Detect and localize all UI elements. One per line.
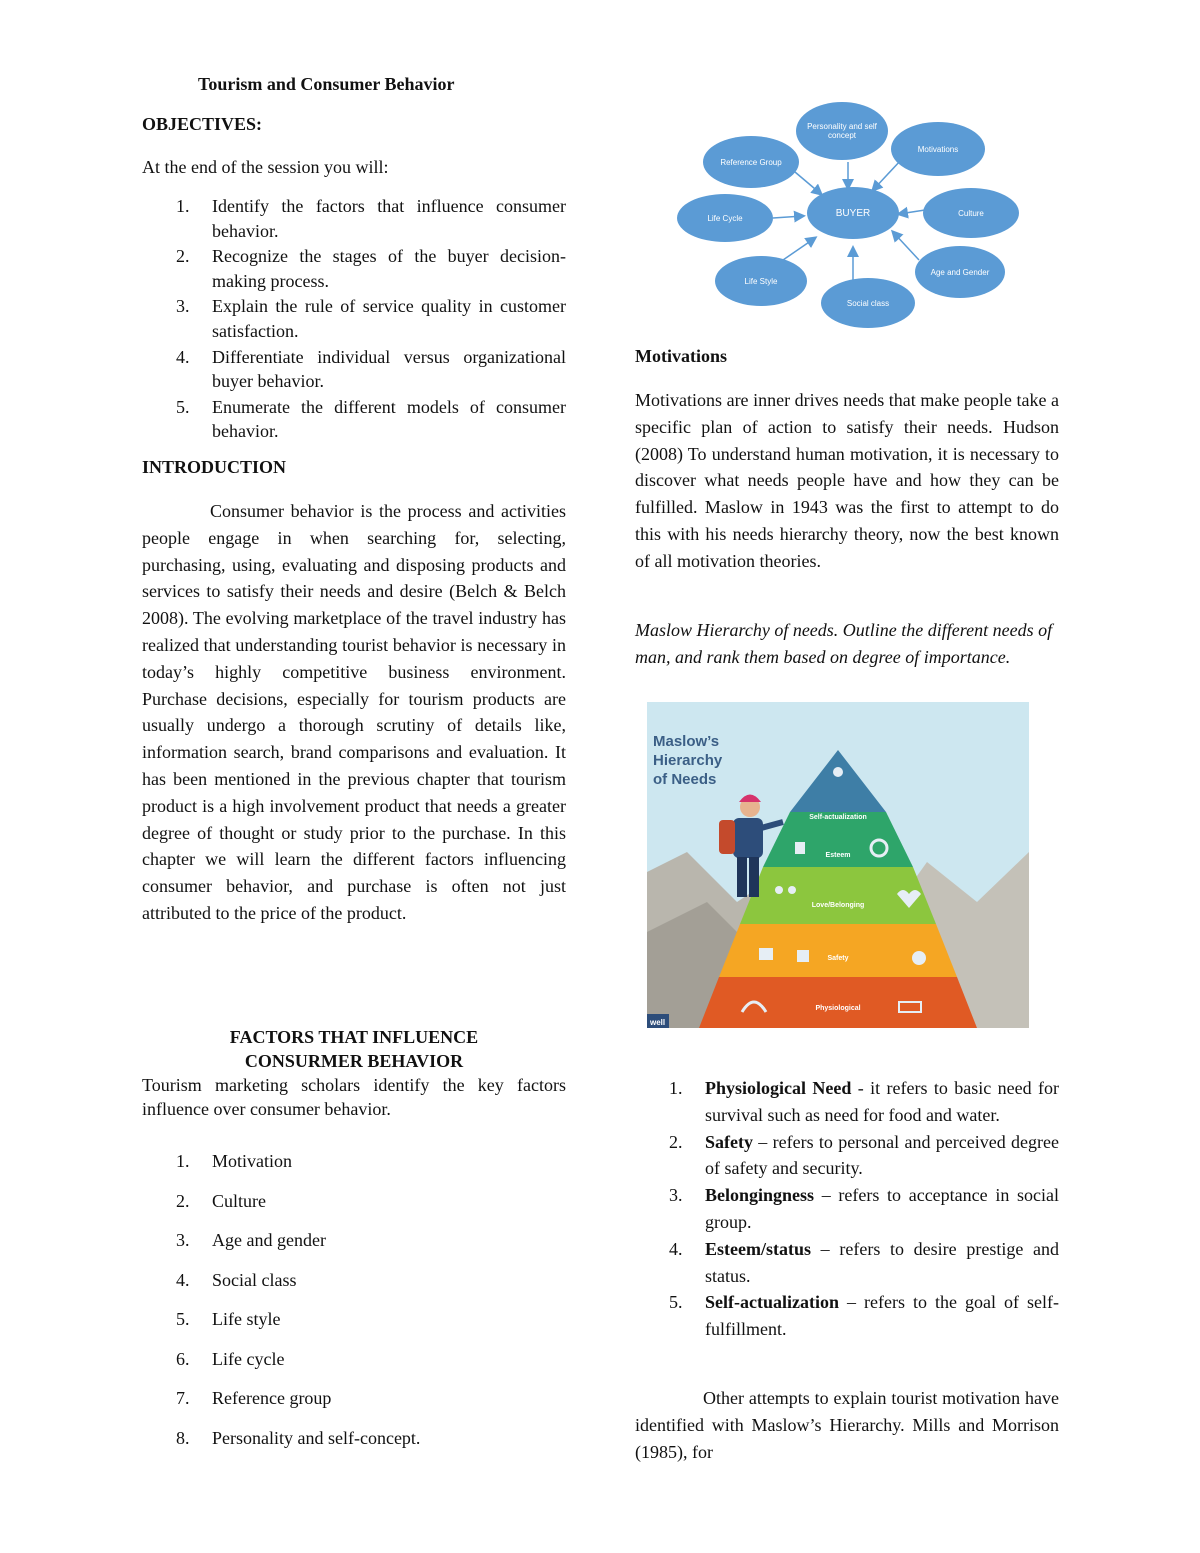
- lifestyle-node: Life Style: [715, 256, 807, 306]
- corner-mark: well: [650, 1018, 666, 1027]
- arrow-lifecycle: [773, 216, 803, 218]
- age-gender-node: Age and Gender: [915, 246, 1005, 298]
- closing-paragraph: Other attempts to explain tourist motivation have identified with Maslow’s Hierarchy. Mills and Morrison (1985), for: [635, 1388, 1059, 1462]
- list-item: 1. Motivation: [176, 1151, 292, 1171]
- buyer-factors-diagram: [673, 100, 1021, 330]
- reference-group-node: Reference Group: [703, 136, 799, 188]
- maslow-illustration: [647, 702, 1029, 1028]
- list-item: 2. Safety – refers to personal and perceived degree of safety and security.: [669, 1131, 1059, 1179]
- level-label: Self-actualization: [809, 814, 867, 821]
- house-icon: [759, 948, 773, 960]
- list-item: 5. Self-actualization – refers to the goal of self-fulfillment.: [669, 1292, 1059, 1340]
- list-item: 7. Reference group: [176, 1388, 332, 1408]
- list-item: 4. Social class: [176, 1269, 297, 1290]
- list-item: 5. Enumerate the different models of consumer behavior.: [176, 396, 566, 442]
- list-item: 4. Esteem/status – refers to desire prestige and status.: [669, 1238, 1059, 1286]
- list-item: 3. Explain the rule of service quality in customer satisfaction.: [176, 296, 566, 341]
- maslow-caption: Maslow Hierarchy of needs. Outline the different needs of man, and rank them based on degree of importance.: [635, 620, 1053, 667]
- list-item: 6. Life cycle: [176, 1348, 285, 1369]
- list-item: 3. Age and gender: [176, 1230, 326, 1250]
- personality-node: Personality and self concept: [796, 102, 888, 160]
- factors-intro: Tourism marketing scholars identify the key factors influence over consumer behavior.: [142, 1075, 566, 1119]
- pyramid-physiological: [699, 977, 977, 1028]
- list-item: 4. Differentiate individual versus organizational buyer behavior.: [176, 346, 566, 392]
- arrow-reference: [795, 172, 821, 194]
- maslow-title-2: Hierarchy: [653, 752, 723, 769]
- family-icon: [775, 886, 783, 894]
- introduction-heading: INTRODUCTION: [142, 457, 287, 477]
- motivations-node: Motivations: [891, 122, 985, 176]
- arrow-age: [893, 232, 919, 260]
- factors-list: [142, 1149, 566, 1465]
- buyer-node: BUYER: [807, 187, 899, 239]
- pyramid-safety: [719, 924, 957, 977]
- arrow-motivations: [873, 160, 901, 190]
- objectives-heading: OBJECTIVES:: [142, 114, 263, 134]
- motivations-paragraph: Motivations are inner drives needs that make people take a specific plan of action to satisfy their needs. Hudson (2008) To understand human motivation, it is necessary to discover what needs people have and how they can be fulfilled. Maslow in 1943 was the first to attempt to do this with his needs hierarchy theory, now the best known of all motivation theories.: [635, 390, 1059, 571]
- maslow-title-3: of Needs: [653, 771, 717, 788]
- social-class-node: Social class: [821, 278, 915, 328]
- list-item: 5. Life style: [176, 1309, 281, 1329]
- list-item: 2. Recognize the stages of the buyer decision-making process.: [176, 246, 566, 291]
- person-icon: [833, 767, 843, 777]
- level-label: Physiological: [815, 1005, 861, 1012]
- motivations-heading: Motivations: [635, 346, 727, 366]
- level-label: Love/Belonging: [811, 902, 865, 909]
- level-label: Safety: [827, 955, 849, 962]
- objectives-intro: At the end of the session you will:: [142, 157, 389, 177]
- objectives-list: [142, 194, 566, 445]
- page-title: Tourism and Consumer Behavior: [198, 74, 455, 94]
- maslow-hierarchy-image: [647, 702, 1029, 1028]
- list-item: 2. Culture: [176, 1190, 266, 1211]
- factors-heading: FACTORS THAT INFLUENCE CONSURMER BEHAVIOR: [229, 1027, 479, 1071]
- maslow-title-1: Maslow’s: [653, 733, 720, 750]
- lifecycle-node: Life Cycle: [677, 194, 773, 242]
- culture-node: Culture: [923, 188, 1019, 238]
- list-item: 1. Physiological Need - it refers to basic need for survival such as need for food and water.: [669, 1078, 1059, 1125]
- list-item: 3. Belongingness – refers to acceptance in social group.: [669, 1185, 1059, 1232]
- arrow-culture: [899, 210, 925, 214]
- list-item: 1. Identify the factors that influence consumer behavior.: [176, 196, 566, 241]
- level-label: Esteem: [825, 852, 851, 859]
- arrow-lifestyle: [783, 238, 815, 260]
- thumb-icon: [795, 842, 805, 854]
- introduction-paragraph: Consumer behavior is the process and activities people engage in when searching for, selecting, purchasing, using, evaluating and disposing products and services to satisfy their needs and desire (Belch & Belch 2008). The evolving marketplace of the travel industry has realized that understanding tourist behavior is necessary in today’s highly competitive business environment. Purchase decisions, especially for tourism products are usually undergo a thorough scrutiny of details like, information search, brand comparisons and evaluation. It has been mentioned in the previous chapter that tourism product is a high involvement product that needs a greater degree of thought or study prior to the purchase. In this chapter we will learn the different factors influencing consumer behavior, and purchase is often not just attributed to the price of the product.: [142, 501, 566, 923]
- list-item: 8. Personality and self-concept.: [176, 1427, 421, 1448]
- lock-icon: [797, 950, 809, 962]
- money-icon: [912, 951, 926, 965]
- needs-list: [635, 1075, 1059, 1343]
